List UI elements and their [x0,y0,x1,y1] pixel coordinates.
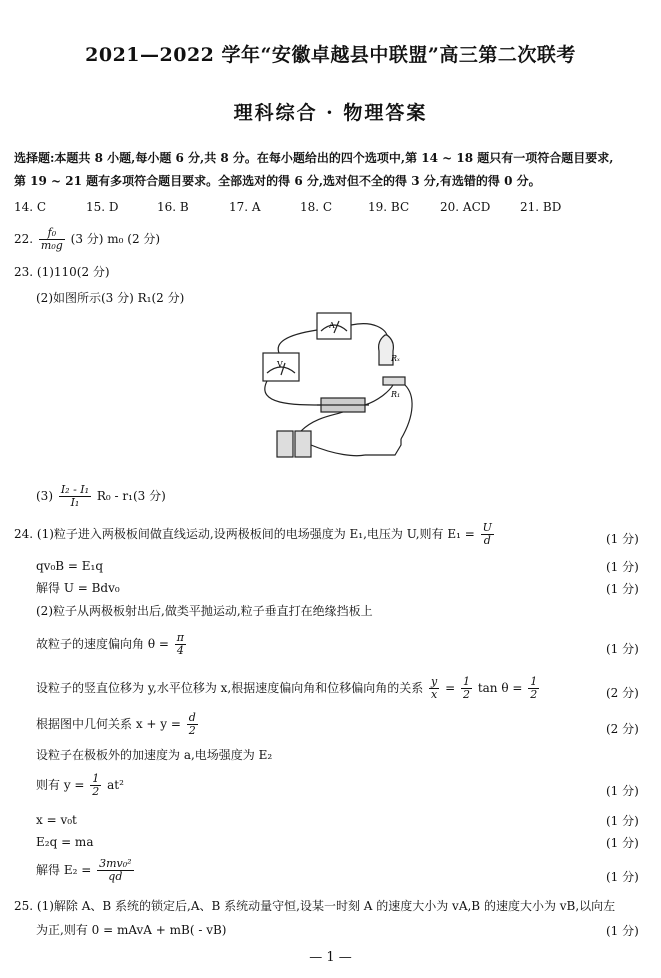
q24-line-1: 24. (1)粒子进入两极板间做直线运动,设两极板间的电场强度为 E₁,电压为 U,则有 E₁ = $\frac{U}{d}$ [14,521,492,547]
q24-line-11: E₂q = ma [36,835,94,849]
q22-points: (3 分) m₀ (2 分) [70,232,161,246]
r1-label: R₁ [391,390,401,399]
q24-line-9: 则有 y = $\frac{1}{2}$ at² [36,772,124,798]
q24-l11-points: (1 分) [606,836,639,850]
q24-line-12: 解得 E₂ = $\frac{\text{3mv₀²}}{qd}$ [36,857,132,883]
q24-line-7: 根据图中几何关系 x + y = $\frac{d}{2}$ [36,711,196,737]
q23-part2: (2)如图所示(3 分) R₁(2 分) [36,291,185,305]
switch [365,439,401,455]
intro-line-1: 选择题:本题共 8 小题,每小题 6 分,共 8 分。在每小题给出的四个选项中,第 14 ~ 18 题只有一项符合题目要求, [14,151,614,165]
battery [277,431,293,457]
q25-l2-points: (1 分) [606,924,639,938]
q24-l10-points: (1 分) [606,814,639,828]
choice-15: 15. D [86,200,119,214]
q23-fraction: $\frac{\text{I₂ - I₁}}{\text{I₁}}$ [60,483,90,509]
q22-number: 22. [14,232,34,246]
answer-subtitle: 理科综合 · 物理答案 [233,102,428,124]
q23-part1: 23. (1)110(2 分) [14,265,110,279]
q24-line-3: 解得 U = Bdv₀ [36,581,120,595]
intro-line-2: 第 19 ~ 21 题有多项符合题目要求。全部选对的得 6 分,选对但不全的得 3 分,有选错的得 0 分。 [14,174,541,188]
q24-line-10: x = v₀t [36,813,77,827]
choice-20: 20. ACD [440,200,491,214]
q23-part3: (3) $\frac{\text{I₂ - I₁}}{\text{I₁}}$ R₀ - r₁(3 分) [36,483,166,509]
q24-line-4: (2)粒子从两极板射出后,做类平抛运动,粒子垂直打在绝缘挡板上 [36,604,373,618]
q24-l3-points: (1 分) [606,582,639,596]
q24-line-6: 设粒子的竖直位移为 y,水平位移为 x,根据速度偏向角和位移偏向角的关系 $\frac{y}{x}$ = $\frac{1}{2}$ tan θ = $\frac{1}{2}$ [36,675,538,701]
ammeter-label: A [329,321,335,330]
choice-14: 14. C [14,200,47,214]
choice-19: 19. BC [368,200,410,214]
q24-l2-points: (1 分) [606,560,639,574]
q24-l6-points: (2 分) [606,686,639,700]
resistor-r1 [383,377,405,385]
q24-l5-points: (1 分) [606,642,639,656]
q22-fraction: $\frac{\text{f₀}}{\text{m₀g}}$ [40,226,63,252]
q25-line-2: 为正,则有 0 = mAvA + mB( - vB) [36,923,227,937]
q22-line [14,227,160,252]
q25-line-1: 25. (1)解除 A、B 系统的锁定后,A、B 系统动量守恒,设某一时刻 A 的速度大小为 vA,B 的速度大小为 vB,以向左 [14,899,616,913]
choice-16: 16. B [157,200,189,214]
voltmeter-label: V [277,360,283,369]
q24-line-5: 故粒子的速度偏向角 θ = $\frac{\pi}{4}$ [36,631,184,657]
page-number: — 1 — [309,950,352,965]
q24-l9-points: (1 分) [606,784,639,798]
q24-l1-points: (1 分) [606,532,639,546]
choice-21: 21. BD [520,200,562,214]
q24-l7-points: (2 分) [606,722,639,736]
exam-title: 2021—2022 学年“安徽卓越县中联盟”高三第二次联考 [85,44,576,66]
q24-l12-points: (1 分) [606,870,639,884]
q24-line-2: qv₀B = E₁q [36,559,104,573]
circuit-diagram [255,305,425,470]
choice-18: 18. C [300,200,333,214]
rx-label: Rₓ [391,354,400,363]
choice-17: 17. A [229,200,261,214]
q24-line-8: 设粒子在极板外的加速度为 a,电场强度为 E₂ [36,748,273,762]
